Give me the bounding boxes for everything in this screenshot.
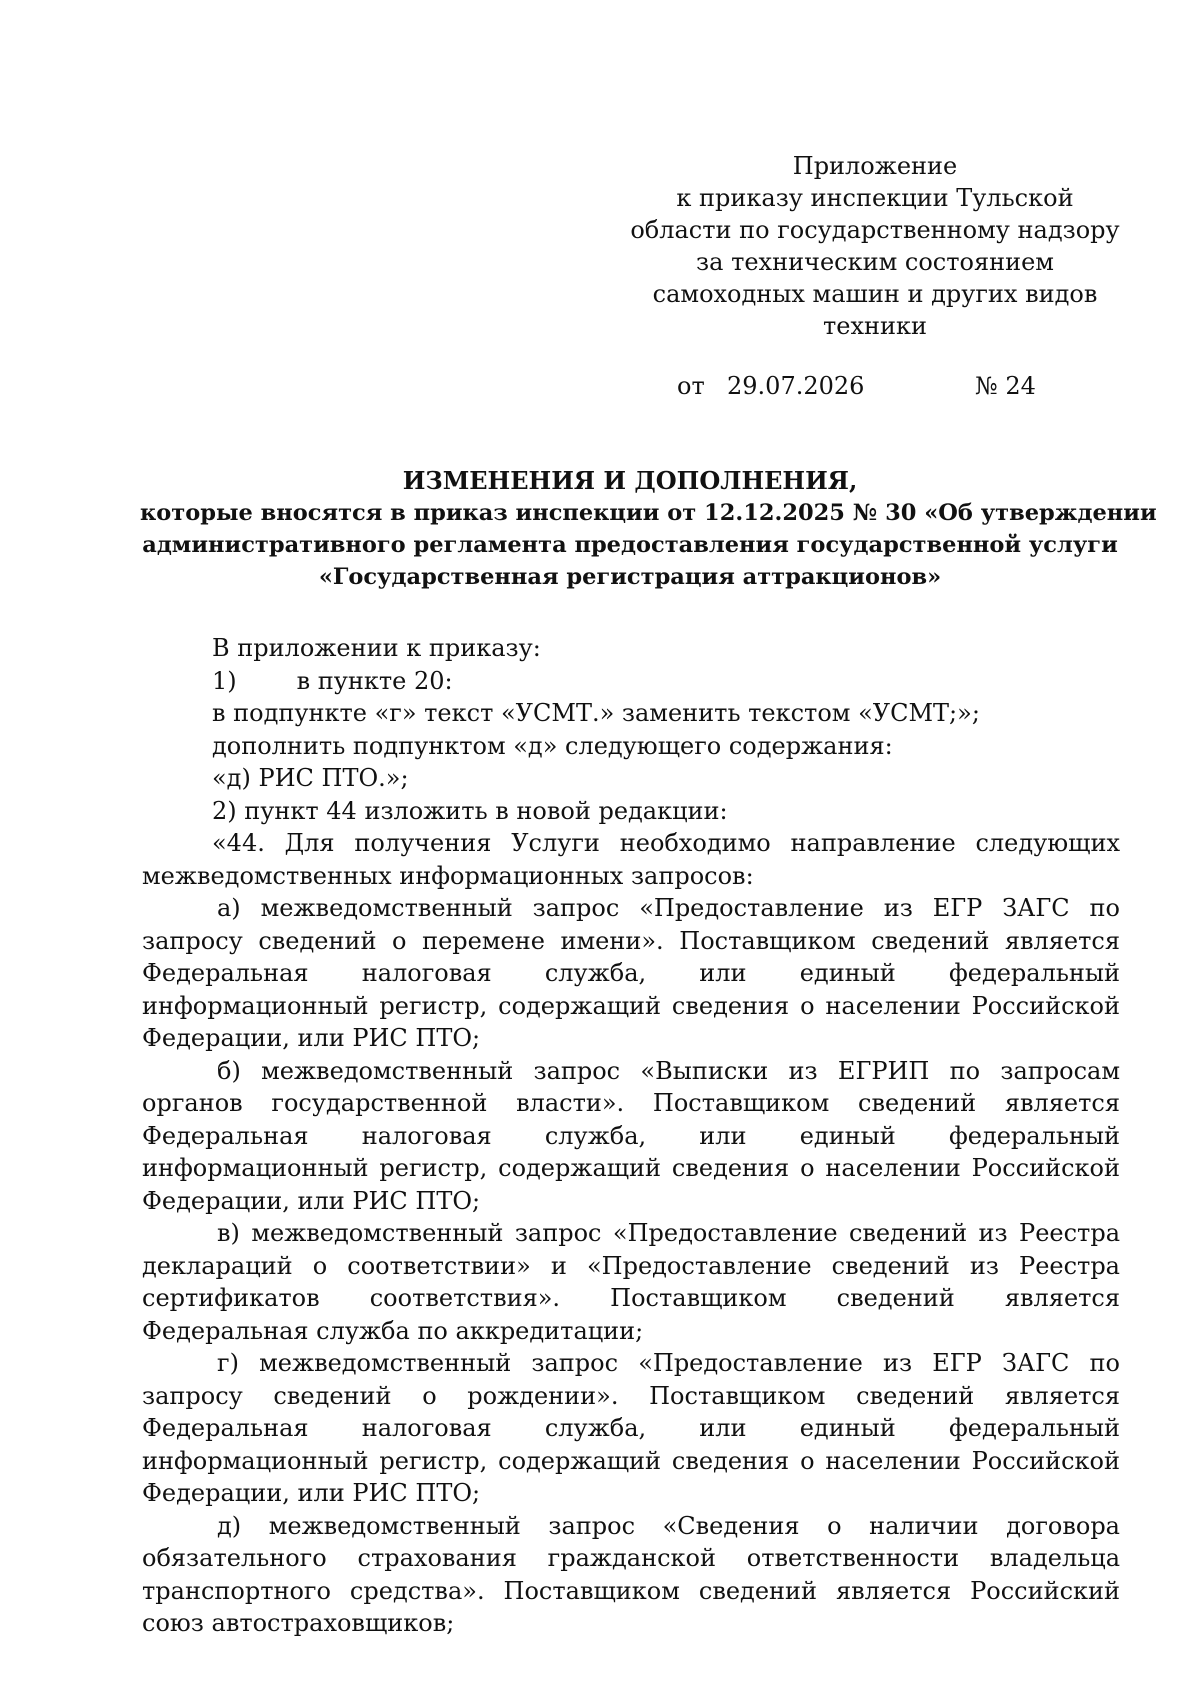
- intro-line: В приложении к приказу:: [212, 634, 541, 662]
- appendix-line: за техническим состоянием: [696, 248, 1054, 276]
- appendix-line: техники: [822, 312, 927, 340]
- item-2: 2) пункт 44 изложить в новой редакции:: [212, 796, 728, 825]
- appendix-line: области по государственному надзору: [630, 216, 1120, 244]
- paragraph-d: д) межведомственный запрос «Сведения о наличии договора обязательного страхования гражданской ответственности владельца транспортного средства». Поставщиком сведений является Российский союз автостраховщиков;: [142, 1511, 1120, 1637]
- appendix-header: [625, 150, 1125, 342]
- order-date: 29.07.2026: [727, 372, 865, 400]
- paragraph-a: а) межведомственный запрос «Предоставление из ЕГР ЗАГС по запросу сведений о перемене имени». Поставщиком сведений является Федеральная налоговая служба, или единый федеральный информационный регистр, содержащий сведения о населении Российской Федерации, или РИС ПТО;: [142, 894, 1120, 1052]
- order-number: № 24: [975, 372, 1036, 400]
- appendix-line: к приказу инспекции Тульской: [676, 184, 1074, 212]
- item-1-text: в пункте 20:: [296, 666, 453, 695]
- appendix-line: Приложение: [792, 152, 958, 180]
- appendix-line: самоходных машин и других видов: [652, 280, 1098, 308]
- add-subitem-line: дополнить подпунктом «д» следующего содержания:: [212, 731, 893, 760]
- document-title: [140, 465, 1157, 593]
- from-label: от: [677, 372, 705, 400]
- paragraph-v: в) межведомственный запрос «Предоставление сведений из Реестра деклараций о соответствии» и «Предоставление сведений из Реестра сертификатов соответствия». Поставщиком сведений является Федеральная служба по аккредитации;: [142, 1219, 1120, 1345]
- title-sub-line: административного регламента предоставления государственной услуги: [142, 532, 1118, 558]
- paragraph-b: б) межведомственный запрос «Выписки из ЕГРИП по запросам органов государственной власти». Поставщиком сведений является Федеральная налоговая служба, или единый федеральный информационный регистр, содержащий сведения о населении Российской Федерации, или РИС ПТО;: [142, 1056, 1120, 1215]
- subitem-d-line: «д) РИС ПТО.»;: [212, 764, 409, 792]
- subitem-g-line: в подпункте «г» текст «УСМТ.» заменить текстом «УСМТ;»;: [212, 699, 980, 727]
- title-sub-line: «Государственная регистрация аттракционов»: [318, 564, 942, 590]
- item-1-number: 1): [212, 666, 237, 695]
- paragraph-44: «44. Для получения Услуги необходимо направление следующих межведомственных информационных запросов:: [142, 829, 1120, 890]
- paragraph-g: г) межведомственный запрос «Предоставление из ЕГР ЗАГС по запросу сведений о рождении». Поставщиком сведений является Федеральная налоговая служба, или единый федеральный информационный регистр, содержащий сведения о населении Российской Федерации, или РИС ПТО;: [142, 1349, 1120, 1507]
- title-sub-line: которые вносятся в приказ инспекции от 12.12.2025 № 30 «Об утверждении: [140, 500, 1157, 526]
- title-main: ИЗМЕНЕНИЯ И ДОПОЛНЕНИЯ,: [402, 466, 858, 495]
- item-1: [142, 665, 1120, 698]
- document-body: [142, 632, 1120, 1640]
